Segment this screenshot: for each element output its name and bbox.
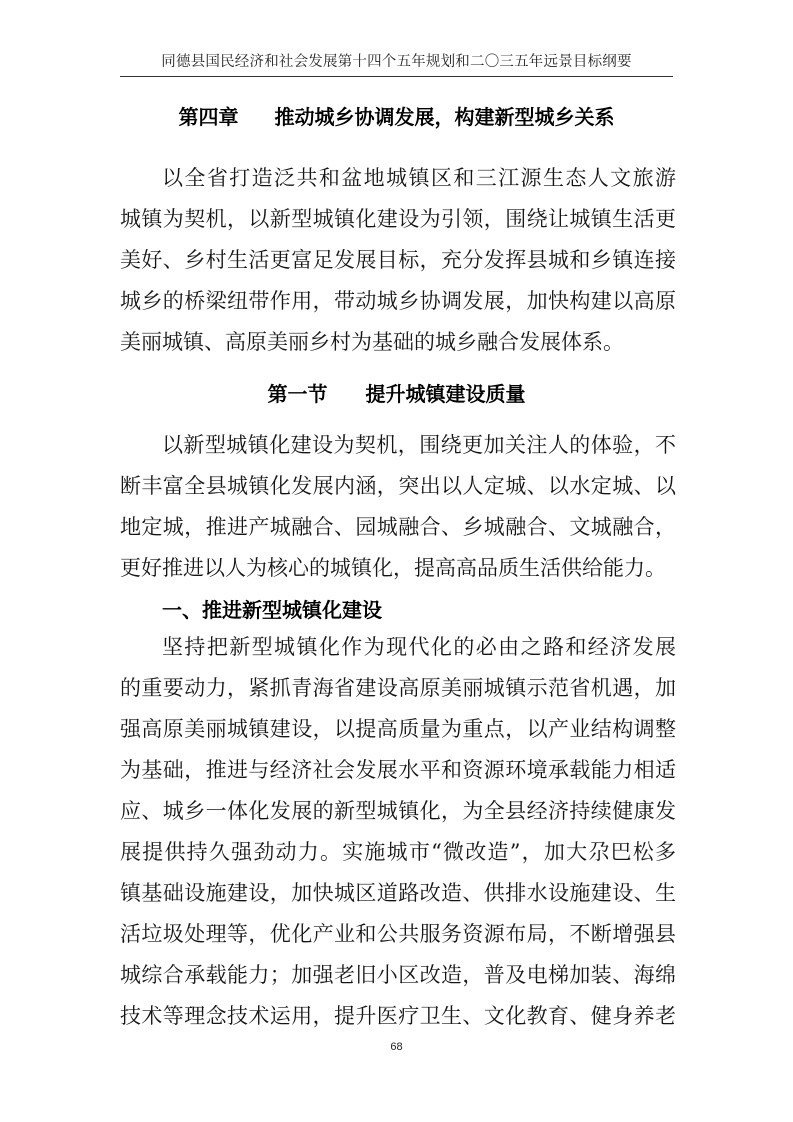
paragraph-line: 城乡的桥梁纽带作用，带动城乡协调发展，加快构建以高原 bbox=[120, 289, 676, 313]
paragraph-line: 以新型城镇化建设为契机，围绕更加关注人的体验，不 bbox=[162, 433, 676, 457]
chapter-heading-text: 推动城乡协调发展，构建新型城乡关系 bbox=[274, 105, 615, 129]
paragraph-line: 为基础，推进与经济社会发展水平和资源环境承载能力相适 bbox=[120, 758, 676, 782]
paragraph-line: 强高原美丽城镇建设，以提高质量为重点，以产业结构调整 bbox=[120, 717, 676, 741]
section-heading-text: 提升城镇建设质量 bbox=[365, 382, 526, 406]
paragraph-line: 镇基础设施建设，加快城区道路改造、供排水设施建设、生 bbox=[120, 881, 676, 905]
paragraph-line: 以全省打造泛共和盆地城镇区和三江源生态人文旅游 bbox=[162, 166, 676, 190]
paragraph-line: 城综合承载能力；加强老旧小区改造，普及电梯加装、海绵 bbox=[120, 963, 676, 987]
paragraph-line: 的重要动力，紧抓青海省建设高原美丽城镇示范省机遇，加 bbox=[120, 676, 676, 700]
section-title bbox=[120, 378, 673, 407]
paragraph-line: 美好、乡村生活更富足发展目标，充分发挥县城和乡镇连接 bbox=[120, 248, 676, 272]
chapter-title bbox=[120, 101, 673, 130]
section-paragraph bbox=[120, 425, 676, 589]
running-header: 同德县国民经济和社会发展第十四个五年规划和二〇三五年远景目标纲要 bbox=[161, 54, 632, 70]
chapter-number: 第四章 bbox=[178, 105, 239, 129]
subsection-title: 一、推进新型城镇化建设 bbox=[162, 598, 382, 622]
paragraph-line: 地定城，推进产城融合、园城融合、乡城融合、文城融合， bbox=[120, 515, 676, 539]
intro-paragraph bbox=[120, 158, 676, 363]
paragraph-line: 城镇为契机，以新型城镇化建设为引领，围绕让城镇生活更 bbox=[120, 207, 676, 231]
paragraph-line: 技术等理念技术运用，提升医疗卫生、文化教育、健身养老 bbox=[120, 1004, 676, 1028]
paragraph-line: 展提供持久强劲动力。实施城市“微改造”，加大尕巴松多 bbox=[120, 840, 676, 864]
paragraph-line: 活垃圾处理等，优化产业和公共服务资源布局，不断增强县 bbox=[120, 922, 676, 946]
subsection-paragraph bbox=[120, 627, 676, 1037]
section-number: 第一节 bbox=[267, 382, 328, 406]
paragraph-line: 应、城乡一体化发展的新型城镇化，为全县经济持续健康发 bbox=[120, 799, 676, 823]
paragraph-line: 美丽城镇、高原美丽乡村为基础的城乡融合发展体系。 bbox=[120, 330, 624, 354]
page-number: 68 bbox=[390, 1041, 403, 1053]
paragraph-line: 更好推进以人为核心的城镇化，提高高品质生活供给能力。 bbox=[120, 556, 666, 580]
paragraph-line: 坚持把新型城镇化作为现代化的必由之路和经济发展 bbox=[162, 635, 676, 659]
paragraph-line: 断丰富全县城镇化发展内涵，突出以人定城、以水定城、以 bbox=[120, 474, 676, 498]
header-rule bbox=[120, 76, 673, 77]
